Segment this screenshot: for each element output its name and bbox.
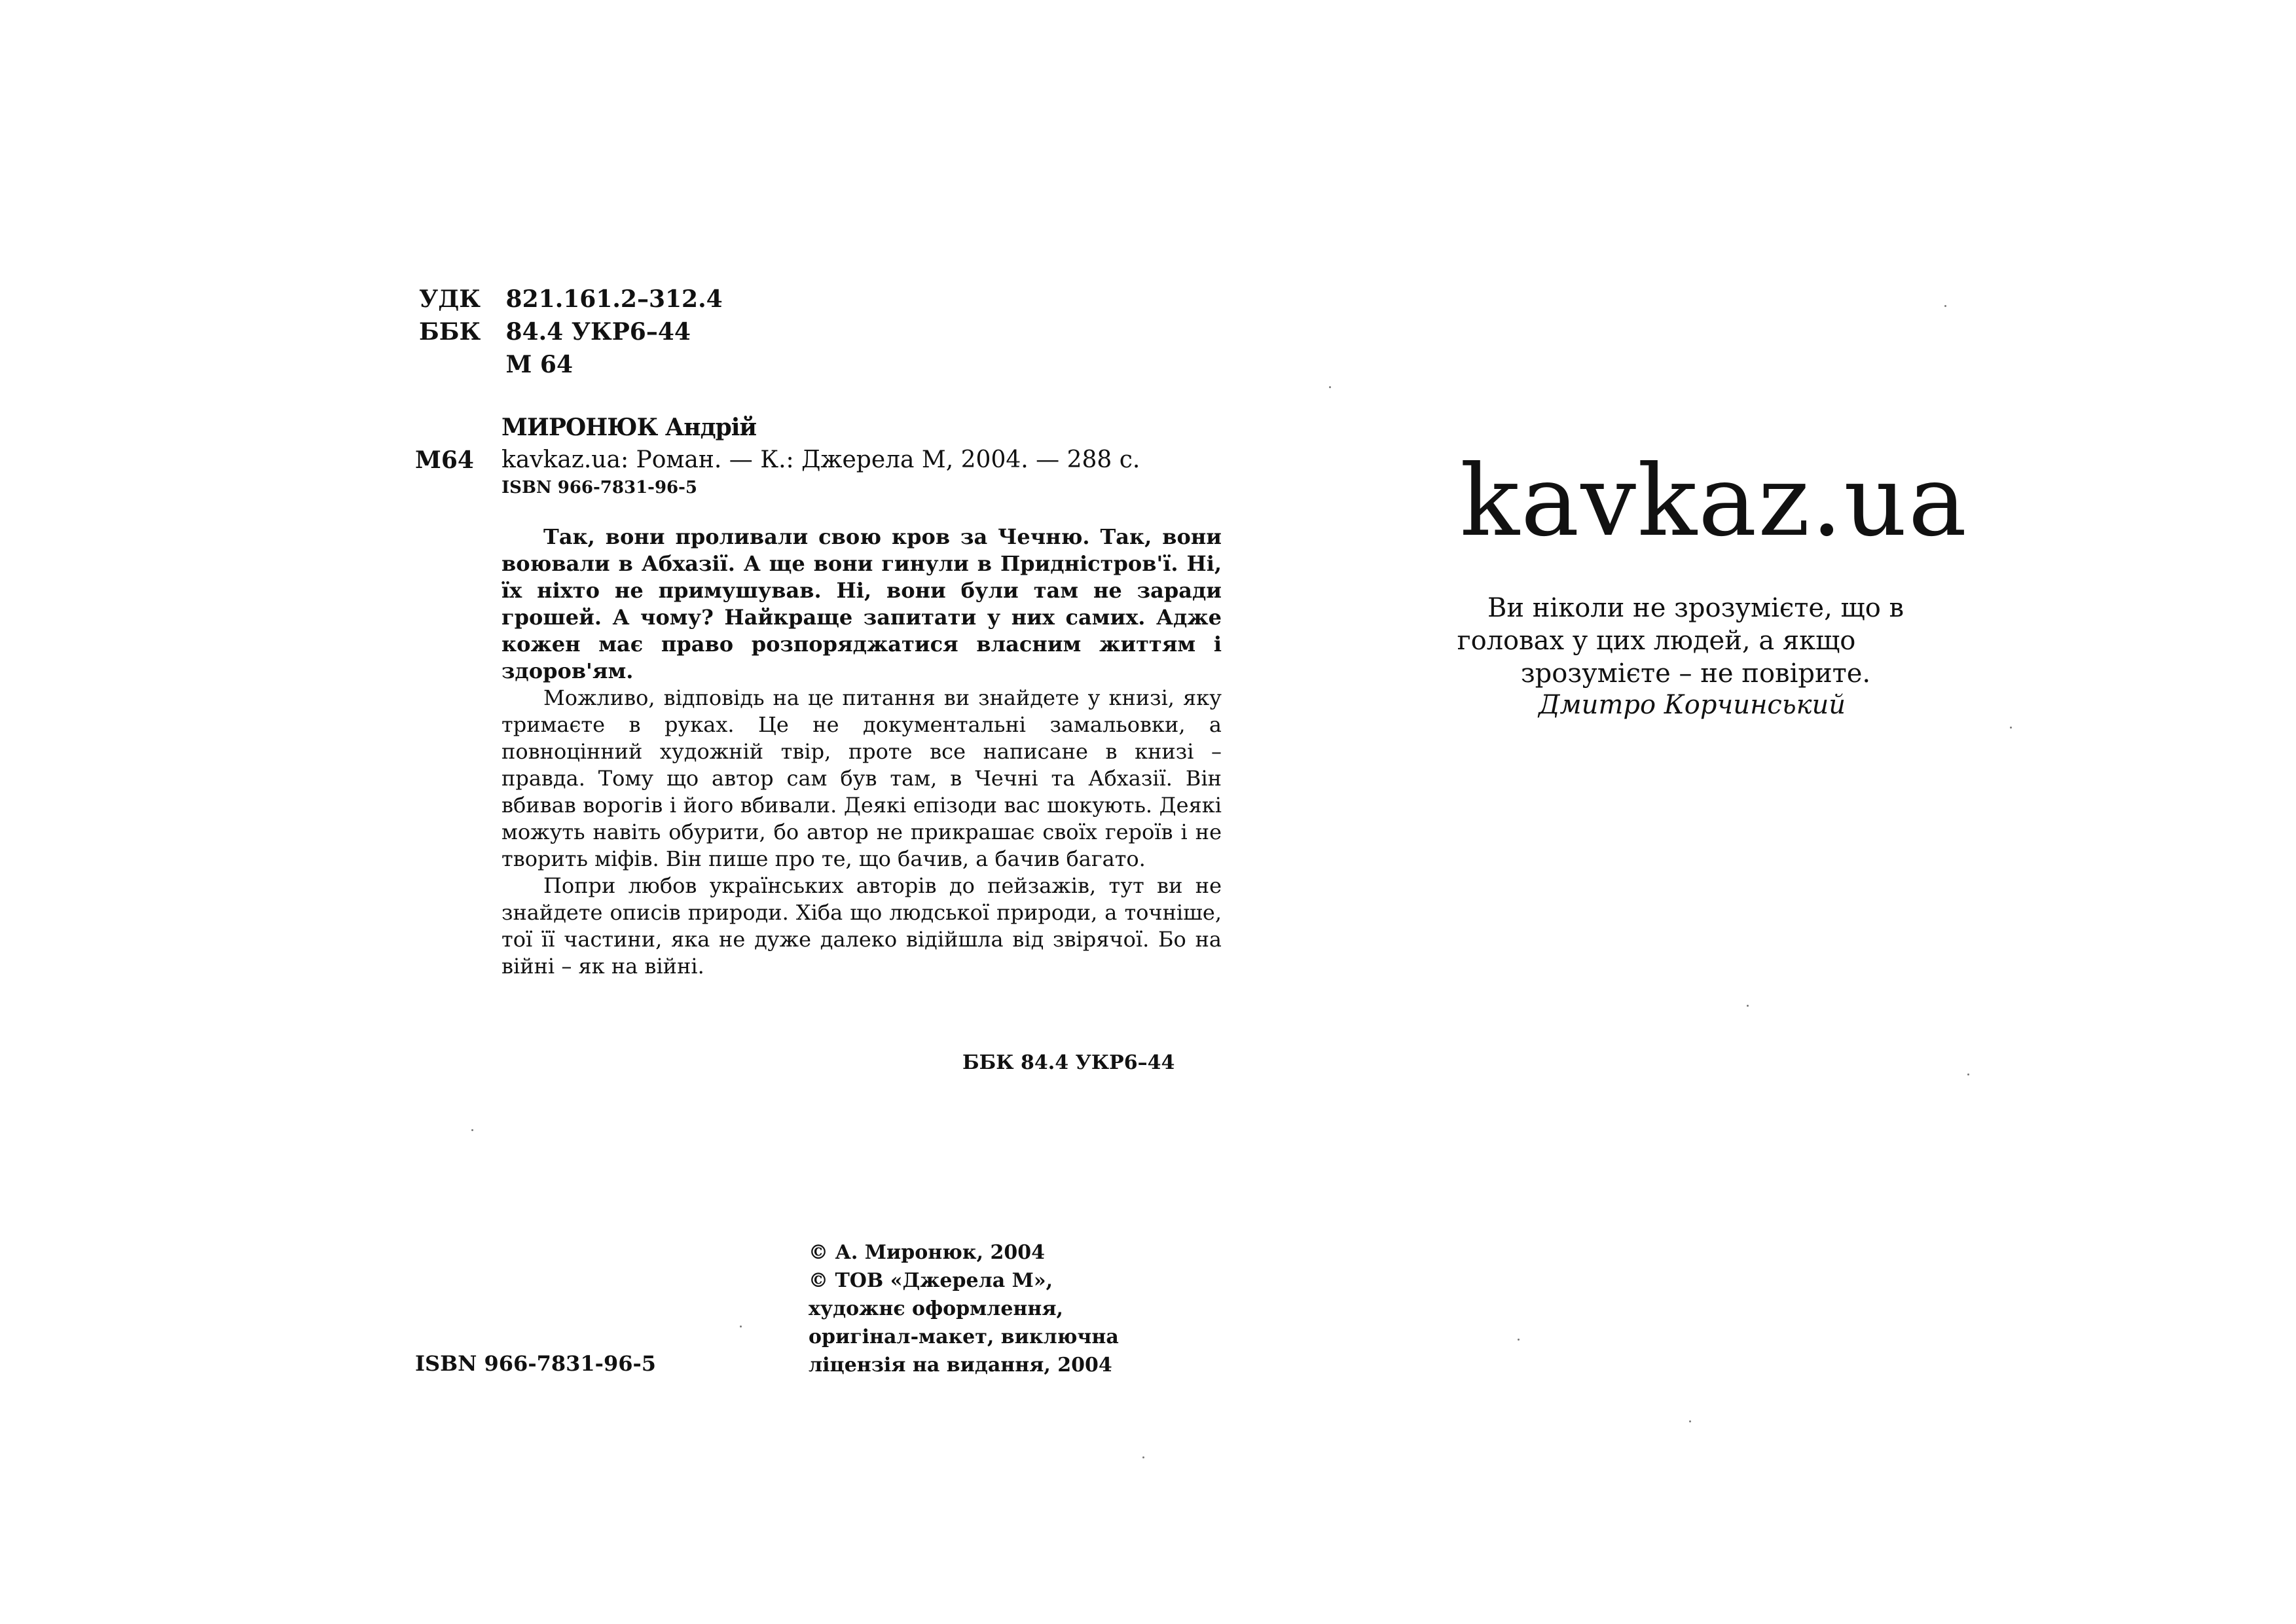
annotation-paragraph-1: Так, вони проливали свою кров за Чечню. Так, вони воювали в Абхазії. А ще вони гинули в Придністров'ї. Ні, їх ніхто не примушував. Ні, вони були там не заради грошей. А чому? Найкраще запитати у них самих. Адже кожен має право розпоряджатися власним життям і здоров'ям. [501, 524, 1222, 683]
entry-mark: М64 [415, 446, 474, 474]
epigraph [1434, 592, 1958, 720]
scan-speck [1689, 1420, 1691, 1422]
entry-author: МИРОНЮК Андрій [501, 414, 757, 441]
copyright-line-2: © ТОВ «Джерела М», [809, 1269, 1053, 1292]
scan-speck [471, 1129, 473, 1131]
author-mark: М 64 [505, 351, 574, 378]
bbk-row [419, 316, 723, 348]
author-mark-row [419, 348, 723, 381]
udk-row [419, 283, 723, 316]
isbn-footer: ISBN 966-7831-96-5 [415, 1351, 657, 1376]
scan-speck [740, 1326, 742, 1327]
bbk-footer: ББК 84.4 УКР6–44 [962, 1051, 1175, 1074]
copyright-line-5: ліцензія на видання, 2004 [809, 1354, 1112, 1377]
annotation-paragraph-3: Попри любов українських авторів до пейзажів, тут ви не знайдете описів природи. Хіба що людської природи, а точніше, тої її частини, яка не дуже далеко відійшла від звірячої. Бо на війні – як на війні. [501, 873, 1222, 979]
annotation [501, 524, 1222, 980]
annotation-paragraph-2: Можливо, відповідь на це питання ви знайдете у книзі, яку тримаєте в руках. Це не документальні замальовки, а повноцінний художній твір, проте все написане в книзі – правда. Тому що автор сам був там, в Чечні та Абхазії. Він вбивав ворогів і його вбивали. Деякі епізоди вас шокують. Деякі можуть навіть обурити, бо автор не прикрашає своїх героїв і не творить міфів. Він пише про те, що бачив, а бачив багато. [501, 685, 1222, 871]
scan-speck [1518, 1339, 1520, 1341]
catalog-block [419, 283, 723, 381]
scan-speck [1329, 386, 1331, 388]
bbk-label: ББК [419, 318, 481, 346]
udk-value: 821.161.2–312.4 [505, 285, 723, 313]
bbk-value: 84.4 УКР6–44 [505, 318, 691, 346]
scan-speck [1967, 1074, 1969, 1075]
copyright-line-3: художнє оформлення, [809, 1297, 1063, 1320]
copyright-line-4: оригінал-макет, виключна [809, 1326, 1119, 1348]
epigraph-line-3: зрозумієте – не повірите. [1520, 659, 1871, 689]
scan-speck [1747, 1005, 1749, 1007]
epigraph-author: Дмитро Корчинський [1539, 690, 1846, 720]
copyright-block [809, 1238, 1119, 1379]
scan-speck [2010, 727, 2012, 729]
epigraph-line-1: Ви ніколи не зрозумієте, що в [1487, 593, 1904, 623]
udk-label: УДК [419, 285, 481, 313]
book-title: kavkaz.ua [1460, 444, 1969, 558]
entry-isbn: ISBN 966-7831-96-5 [501, 478, 698, 497]
scan-speck [1142, 1456, 1144, 1458]
entry-bibliographic: kavkaz.ua: Роман. — К.: Джерела М, 2004. — 288 с. [501, 446, 1140, 473]
scan-speck [1944, 305, 1946, 307]
epigraph-line-2: головах у цих людей, а якщо [1457, 626, 1856, 656]
copyright-line-1: © А. Миронюк, 2004 [809, 1241, 1045, 1264]
